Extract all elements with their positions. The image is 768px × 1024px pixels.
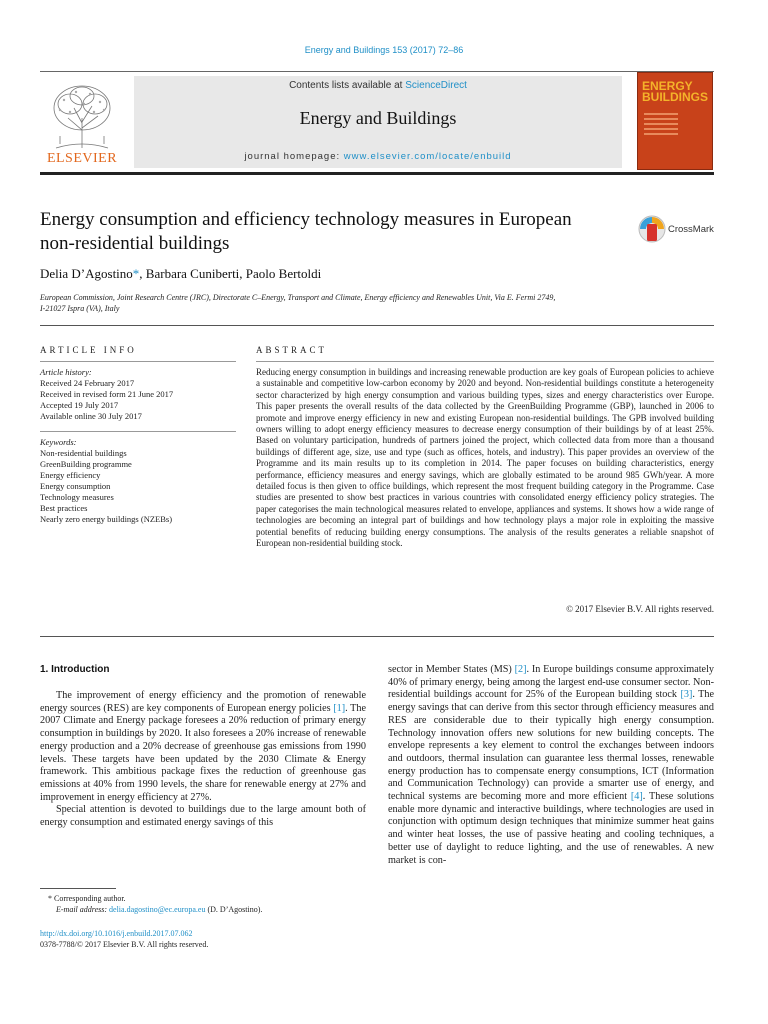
history-revised: Received in revised form 21 June 2017 [40, 389, 174, 399]
citation-link[interactable]: [3] [680, 689, 693, 701]
cover-decoration [644, 113, 678, 138]
corresponding-author-footnote: * Corresponding author. E-mail address: delia.dagostino@ec.europa.eu (D. D’Agostino). [40, 893, 360, 915]
keyword-item: Energy consumption [40, 481, 111, 491]
abstract-rule [256, 361, 714, 362]
keyword-item: GreenBuilding programme [40, 459, 132, 469]
keyword-item: Non-residential buildings [40, 448, 127, 458]
header-bottom-rule [40, 172, 714, 175]
author-affiliation: European Commission, Joint Research Centre (JRC), Directorate C–Energy, Transport and Climate, Energy efficiency and Renewables Unit, Via E. Fermi 2749, I-21027 Ispra (VA), Italy [40, 293, 556, 313]
crossmark-label[interactable]: CrossMark [668, 224, 714, 235]
journal-homepage-link[interactable]: www.elsevier.com/locate/enbuild [343, 151, 512, 162]
keywords-label: Keywords: [40, 437, 77, 447]
journal-cover-image [637, 72, 713, 170]
footnote-marker: * [48, 894, 52, 903]
intro-paragraph-1: The improvement of energy efficiency and the promotion of renewable energy sources (RES) are key components of European energy policies [1]. The 2007 Climate and Energy package foresees a 20% reduction of primary energy consumption in buildings by 2020. It also foresees a 20% increase of renewable energy production and a 20% decrease of greenhouse gas emissions from 1990 levels. These targets have been updated by the 2030 Climate & Energy framework. This ambitious package fixes the reduction of greenhouse gas emissions at 40% from 1990 levels, the share for renewable energy at 27% and improvement in energy efficiency at 27%. [40, 690, 366, 803]
intro-paragraph-2: Special attention is devoted to buildings due to the large amount both of energy consumption and estimated energy savings of this [40, 804, 366, 829]
history-received: Received 24 February 2017 [40, 378, 135, 388]
article-history [40, 367, 173, 422]
keyword-item: Energy efficiency [40, 470, 101, 480]
keywords-rule [40, 431, 236, 432]
citation-link[interactable]: [1] [333, 702, 346, 714]
article-title-line-2: non-residential buildings [40, 233, 230, 254]
keyword-item: Technology measures [40, 492, 114, 502]
citation-link[interactable]: [4] [630, 791, 643, 803]
crossmark-icon[interactable] [638, 213, 666, 245]
history-online: Available online 30 July 2017 [40, 411, 142, 421]
cover-title: ENERGY BUILDINGS [642, 79, 708, 104]
article-history-label: Article history: [40, 367, 92, 377]
article-title-line-1: Energy consumption and efficiency technology measures in European [40, 209, 572, 230]
journal-homepage-line: journal homepage: www.elsevier.com/locate/enbuild [244, 151, 512, 162]
issn-copyright: 0378-7788/© 2017 Elsevier B.V. All rights reserved. [40, 940, 209, 949]
intro-paragraph-continued: sector in Member States (MS) [2]. In Europe buildings consume approximately 40% of primary energy, being among the largest end-use consumer sector. Non-residential buildings account for 25% of the European building stock [3]. The energy savings that can derive from this sector through efficiency measures and RES are considerable due to their typically high energy consumption. Technology innovation offers new solutions for new building concepts. The envelope represents a key element to control the exchanges between indoors and outdoors, thermal insulation can guarantee less thermal losses, renewable energy production has to compensate energy consumptions, ICT (Information and Communication Technology) can provide a smarter use of energy, and technical systems are becoming more and more efficient [4]. These solutions enable more dynamic and interactive buildings, where technologies are used in conjunction with optimum design techniques that minimize summer heat gains and winter heat losses, the use of passive heating and cooling techniques, a better use of daylight to reduce lighting, and the use of renewables. A new market is con- [388, 664, 715, 866]
abstract-copyright: © 2017 Elsevier B.V. All rights reserved. [566, 604, 714, 614]
abstract-heading: ABSTRACT [256, 345, 328, 355]
journal-reference-link[interactable]: Energy and Buildings 153 (2017) 72–86 [304, 45, 464, 55]
doi-link[interactable]: http://dx.doi.org/10.1016/j.enbuild.2017.07.062 [40, 929, 193, 938]
title-divider [40, 325, 714, 326]
author-list [40, 266, 321, 282]
header-top-rule [40, 71, 714, 72]
article-title [40, 208, 630, 256]
author-name: Delia D’Agostino [40, 266, 133, 281]
abstract-text: Reducing energy consumption in buildings and increasing renewable production are key goals of European policies to achieve a sustainable and competitive low-carbon economy by 2020 and beyond. Non-residential buildings constitute a heterogeneity sector characterized by high energy consumption and various building types, sizes and energy characteristics over Europe. This paper presents the overall results of the data collected by the GreenBuilding Programme (GBP), launched in 2006 to promote and improve energy efficiency in new and existing European non-residential buildings. The GPB involved building owners willing to adopt energy efficiency measures to decrease energy consumption of their buildings by of at least 25%. Based on voluntary participation, hundreds of partners joined the project, which collected data from more than a thousand buildings of different age, size, use and type (such as offices, hotels, and industry). This paper provides an overview of the Programme and its main results up to its completion in 2014. The paper focuses on building characteristics, energy performance, efficiency measures and energy savings, which are globally estimated to be around 985 GWh/year. A more detailed focus is then given to office buildings, which represent the most frequent building category in the Programme. Case studies are presented to show best practices in various countries with consolidated energy efficiency policy strategies. The paper categorises the main technological measures related to envelope, appliances and systems. It shows how a wide range of technologies are becoming an integral part of buildings and how technology plays a major role in exploiting the massive potential benefits of reducing building energy consumptions. The analysis of the results generates a reliable snapshot of European non-residential building stock. [256, 367, 714, 549]
doi-block [40, 928, 360, 950]
body-column-left [40, 690, 366, 830]
footnote-rule [40, 888, 116, 889]
section-heading-introduction: 1. Introduction [40, 664, 110, 675]
corresponding-author-marker[interactable]: * [132, 266, 140, 281]
history-accepted: Accepted 19 July 2017 [40, 400, 119, 410]
body-column-right [388, 664, 714, 867]
keyword-item: Best practices [40, 503, 88, 513]
keyword-item: Nearly zero energy buildings (NZEBs) [40, 514, 173, 524]
elsevier-wordmark: ELSEVIER [46, 151, 118, 166]
citation-link[interactable]: [2] [514, 664, 527, 675]
journal-title: Energy and Buildings [299, 108, 457, 128]
article-info-rule [40, 361, 236, 362]
keywords-list [40, 437, 172, 525]
article-info-heading: ARTICLE INFO [40, 345, 137, 355]
contents-line: Contents lists available at ScienceDirect [289, 80, 467, 91]
author-email-link[interactable]: delia.dagostino@ec.europa.eu [109, 905, 206, 914]
co-author-names: , Barbara Cuniberti, Paolo Bertoldi [139, 266, 322, 281]
abstract-bottom-rule [40, 636, 714, 637]
sciencedirect-link[interactable]: ScienceDirect [405, 80, 467, 91]
